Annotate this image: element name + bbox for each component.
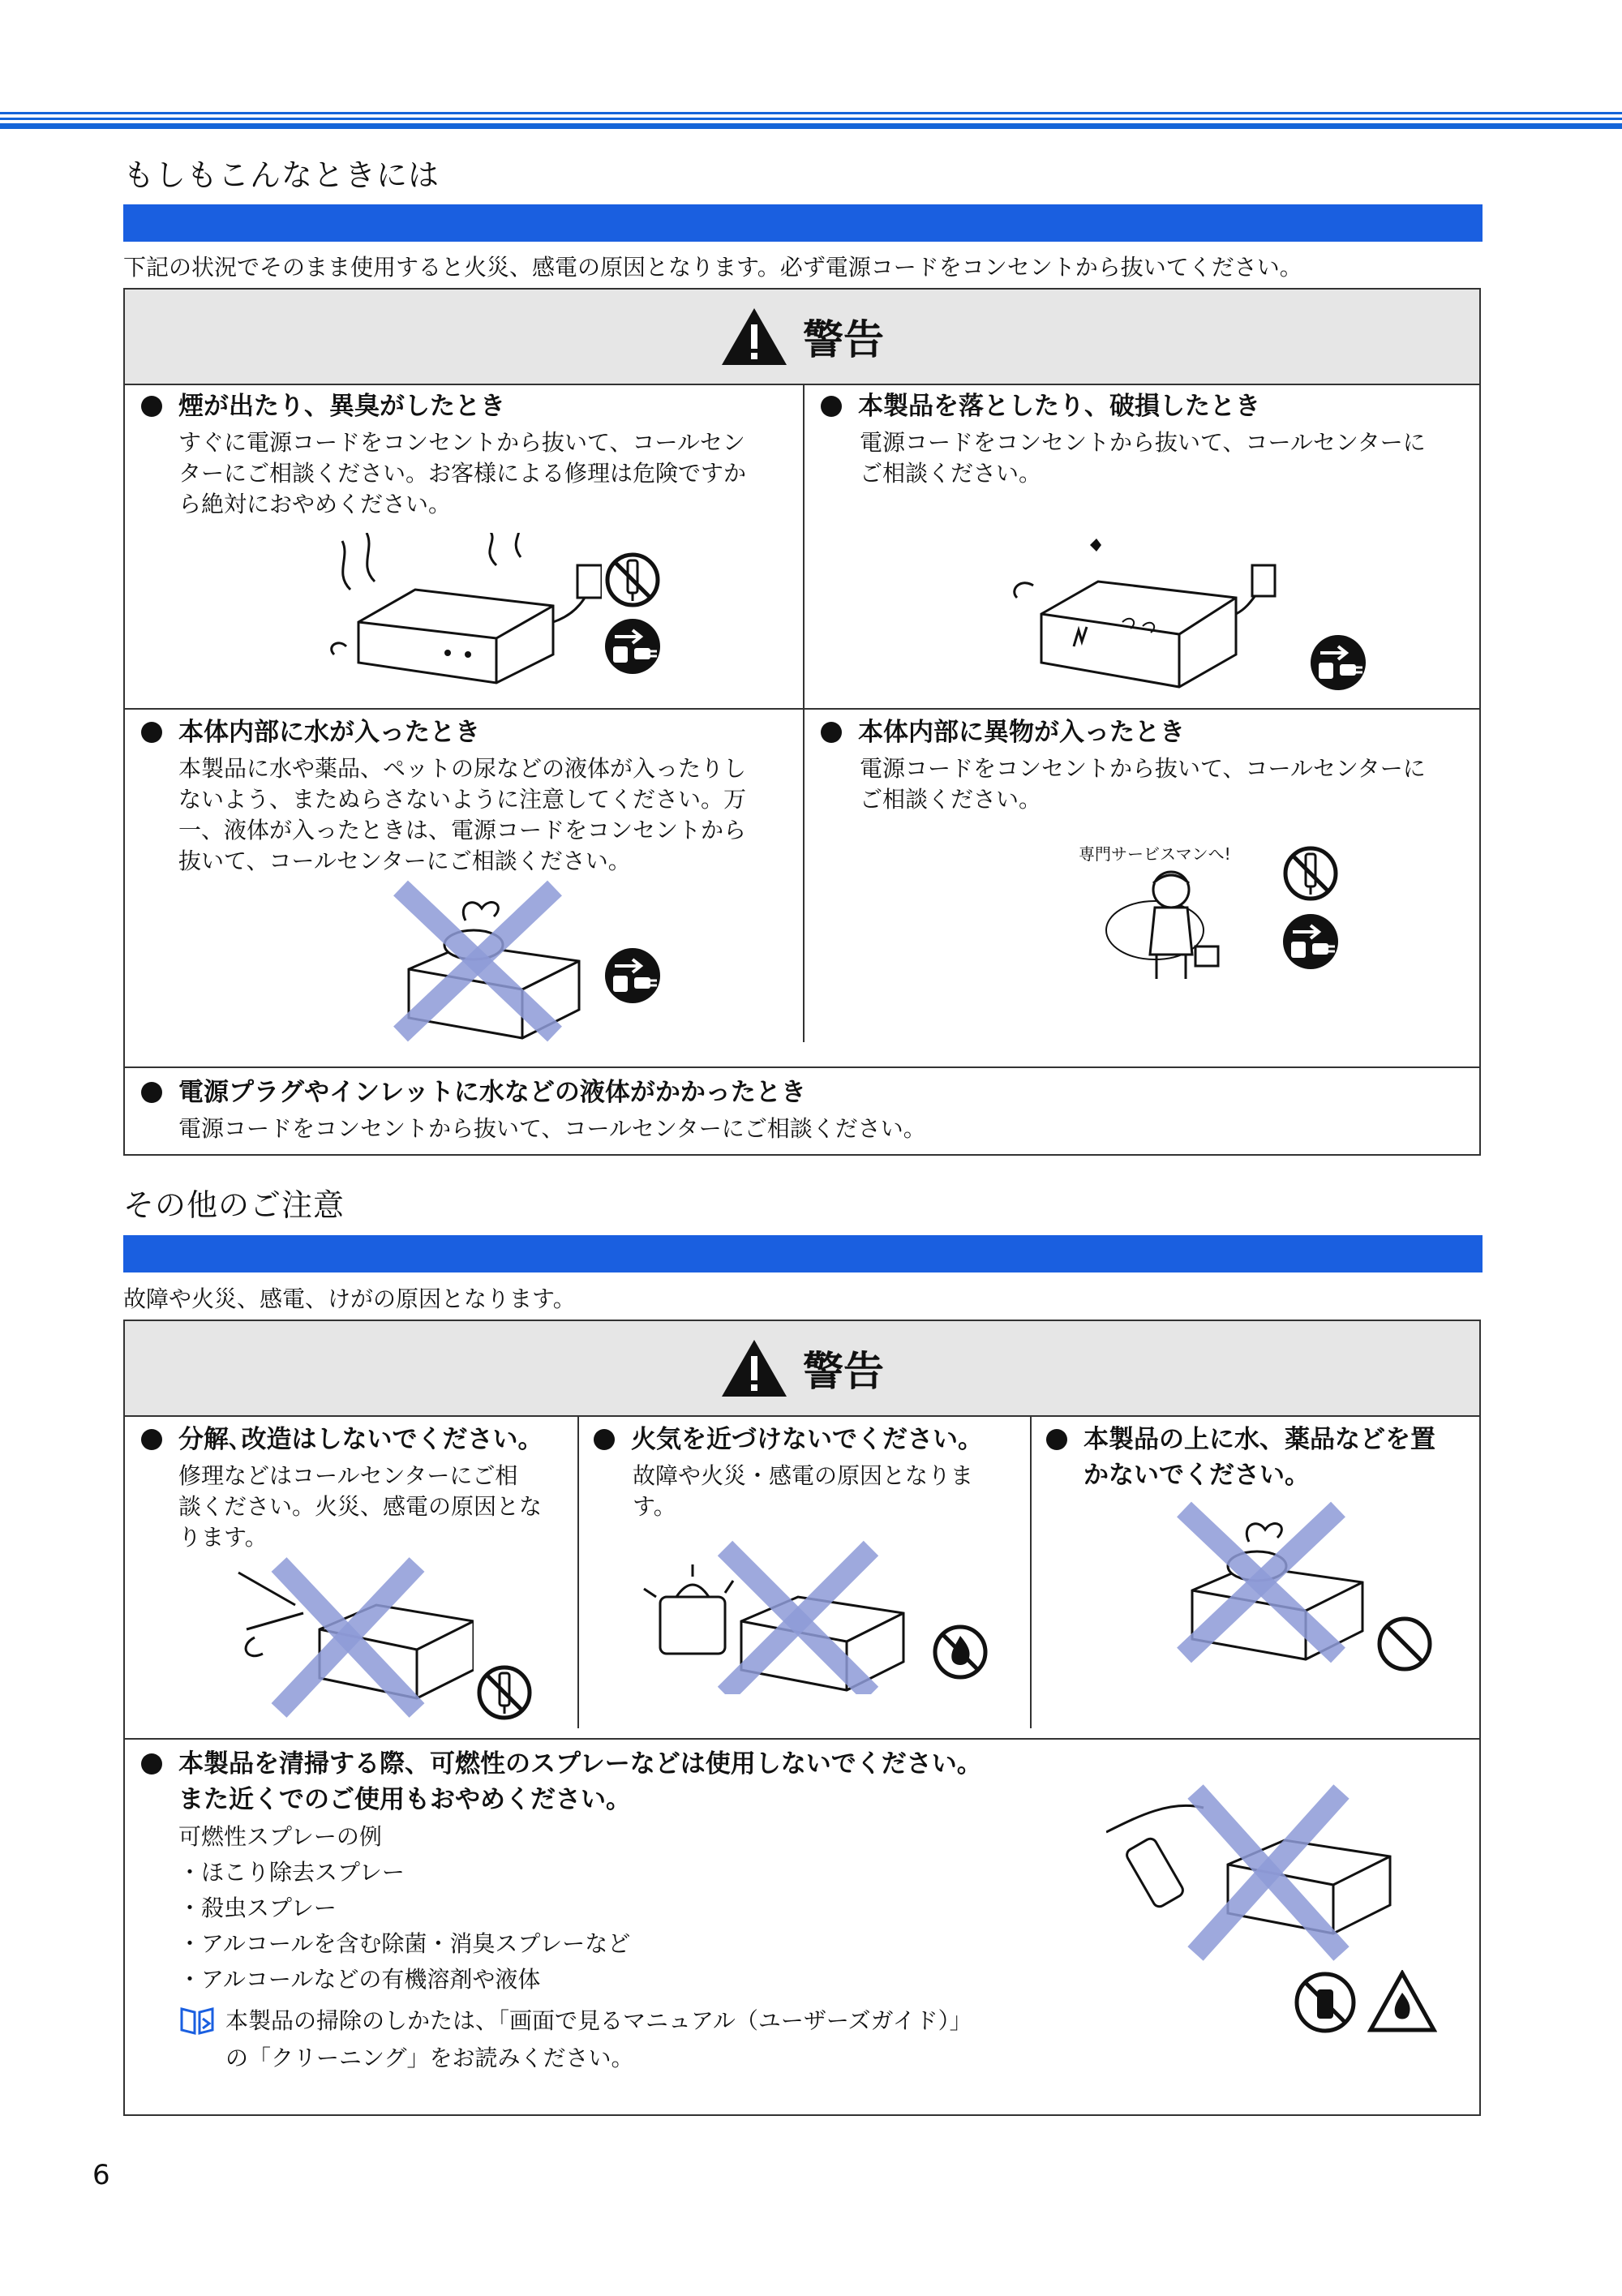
- cell-title: 本製品を落としたり、破損したとき: [821, 388, 1260, 424]
- section1-lead: 下記の状況でそのまま使用すると火災、感電の原因となります。必ず電源コードをコンセントから抜いてください。: [123, 254, 1302, 281]
- section1-warning-box: [123, 288, 1481, 1156]
- section1-bar: [123, 204, 1483, 242]
- warning-header: [125, 1321, 1479, 1417]
- cell-body: 本製品に水や薬品、ペットの尿などの液体が入ったりし ないよう、またぬらさないように注意してください。万 一、液体が入ったときは、電源コードをコンセントから 抜いて、コールセンターにご相談ください。: [178, 755, 747, 874]
- cell-title: 電源プラグやインレットに水などの液体がかかったとき: [141, 1075, 806, 1110]
- cell-title: 本体内部に異物が入ったとき: [821, 715, 1185, 750]
- divider: [125, 708, 1479, 710]
- cell-body: 故障や火災・感電の原因となりま す。: [633, 1462, 974, 1520]
- spray-cleaning-illustration: [1106, 1775, 1398, 1970]
- smoke-printer-illustration: [326, 533, 602, 687]
- no-fire-icon: [931, 1623, 989, 1681]
- cell-body: 修理などはコールセンターにご相 談ください。火災、感電の原因とな ります。: [178, 1462, 543, 1551]
- cell-body: すぐに電源コードをコンセントから抜いて、コールセン ターにご相談ください。お客様による修理は危険ですか ら絶対におやめください。: [178, 429, 747, 517]
- prohibited-icon: [1375, 1615, 1434, 1673]
- divider: [577, 1415, 579, 1728]
- bullet-icon: [141, 1429, 162, 1450]
- section2-title: その他のご注意: [123, 1187, 345, 1223]
- flammable-icon: [1367, 1970, 1437, 2033]
- cell-title: 火気を近づけないでください｡: [594, 1422, 971, 1457]
- unplug-icon: [603, 617, 662, 676]
- section2-bar: [123, 1235, 1483, 1272]
- service-technician-illustration: [1098, 857, 1244, 987]
- unplug-icon: [603, 946, 662, 1005]
- divider: [803, 384, 805, 1042]
- spray-examples: 可燃性スプレーの例 ・ほこり除去スプレー ・殺虫スプレー ・アルコールを含む除菌・消臭スプレーなど ・アルコールなどの有機溶剤や液体: [178, 1823, 631, 1993]
- top-rule-2: [0, 118, 1622, 120]
- bullet-icon: [141, 722, 162, 743]
- warning-label: 警告: [803, 1348, 884, 1395]
- cell-body: 電源コードをコンセントから抜いて、コールセンターにご相談ください。: [178, 1115, 926, 1142]
- cell-title: 煙が出たり、異臭がしたとき: [141, 388, 505, 424]
- top-rule-1: [0, 112, 1622, 114]
- manual-reference: 本製品の掃除のしかたは、「画面で見るマニュアル（ユーザーズガイド）」 の「クリーニング」をお読みください。: [225, 2007, 972, 2071]
- disassembly-illustration: [230, 1556, 474, 1719]
- no-spray-icon: [1293, 1970, 1358, 2035]
- cell-body: 電源コードをコンセントから抜いて、コールセンターに ご相談ください。: [860, 429, 1426, 487]
- cell-title: 分解､改造はしないでください｡: [141, 1422, 530, 1457]
- warning-triangle-icon: [720, 307, 788, 367]
- cell-title: 本製品の上に水、薬品などを置 かないでください。: [1046, 1422, 1435, 1493]
- broken-printer-illustration: [1009, 533, 1277, 695]
- divider: [125, 1066, 1479, 1068]
- section2-warning-box: [123, 1320, 1481, 2116]
- bullet-icon: [141, 1753, 162, 1775]
- section2-lead: 故障や火災、感電、けがの原因となります。: [123, 1285, 576, 1312]
- warning-header: [125, 290, 1479, 385]
- bullet-icon: [821, 722, 842, 743]
- top-rule-3: [0, 123, 1622, 129]
- bullet-icon: [141, 396, 162, 417]
- section1-title: もしもこんなときには: [123, 157, 440, 193]
- spray-title: 本製品を清掃する際、可燃性のスプレーなどは使用しないでください。 また近くでのご使用もおやめください。: [141, 1746, 982, 1817]
- water-spill-illustration: [393, 880, 587, 1042]
- no-disassembly-icon: [1281, 844, 1340, 903]
- page-number: 6: [92, 2159, 110, 2191]
- bullet-icon: [821, 396, 842, 417]
- unplug-icon: [1309, 633, 1367, 692]
- warning-triangle-icon: [720, 1338, 788, 1398]
- no-disassembly-icon: [475, 1663, 534, 1722]
- fire-near-printer-illustration: [636, 1532, 912, 1694]
- cell-title: 本体内部に水が入ったとき: [141, 715, 480, 750]
- manual-reference-icon: [178, 2004, 216, 2036]
- no-disassembly-icon: [603, 551, 662, 609]
- liquid-on-printer-illustration: [1176, 1501, 1371, 1663]
- illustration-caption: 専門サービスマンへ!: [1079, 844, 1231, 864]
- bullet-icon: [1046, 1429, 1067, 1450]
- bullet-icon: [594, 1429, 615, 1450]
- unplug-icon: [1281, 912, 1340, 971]
- cell-body: 電源コードをコンセントから抜いて、コールセンターに ご相談ください。: [860, 755, 1426, 813]
- divider: [1030, 1415, 1032, 1728]
- warning-label: 警告: [803, 316, 884, 363]
- divider: [125, 1738, 1479, 1740]
- bullet-icon: [141, 1082, 162, 1103]
